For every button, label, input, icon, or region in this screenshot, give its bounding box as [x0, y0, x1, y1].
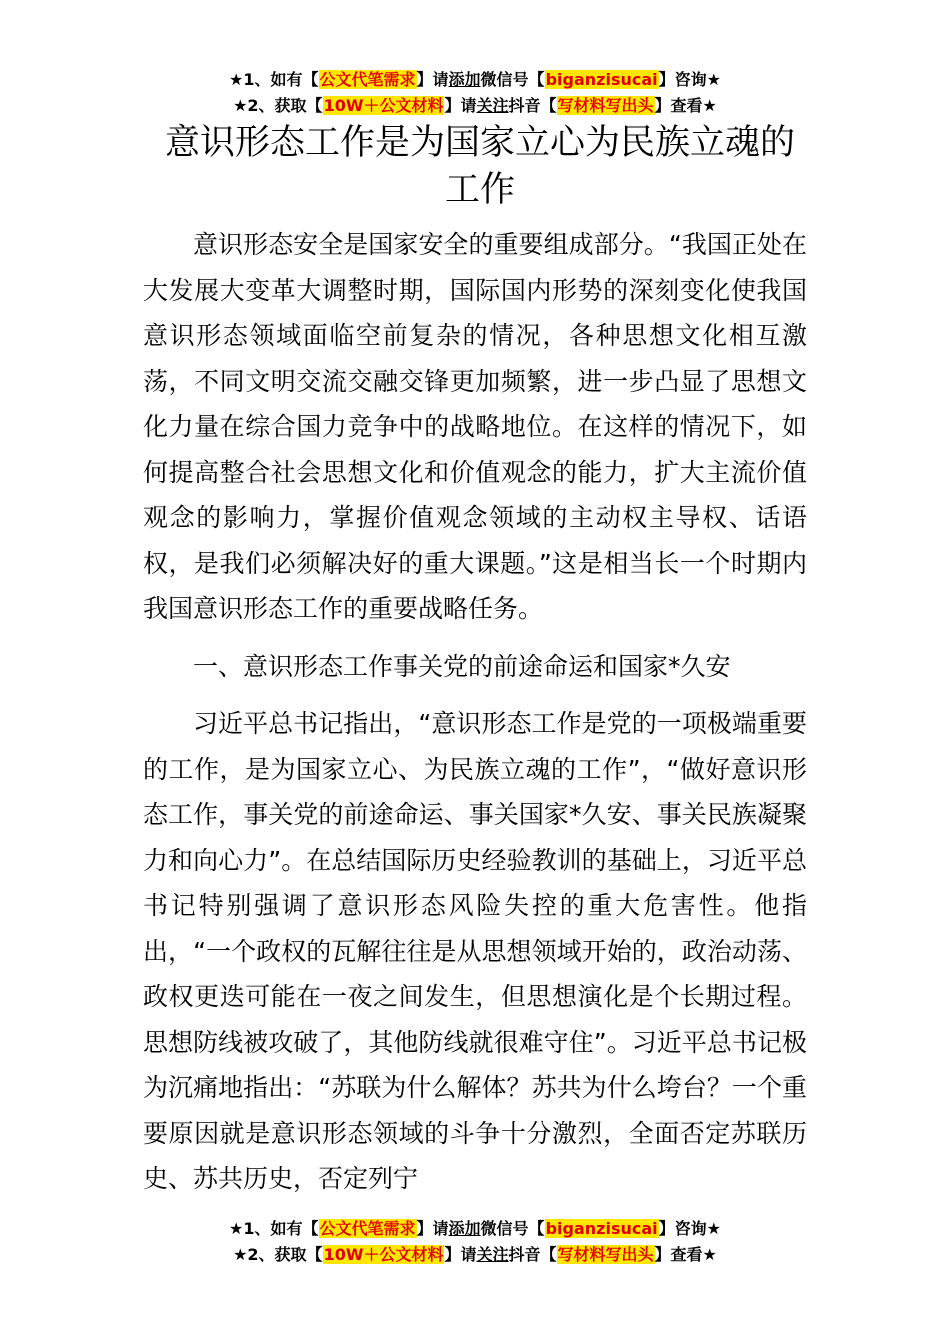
banner-line-1: [0, 67, 950, 93]
document-title: 意识形态工作是为国家立心为民族立魂的工作: [164, 123, 795, 210]
banner-text: ★1、如有【: [229, 1219, 319, 1238]
paragraph: 意识形态安全是国家安全的重要组成部分。“我国正处在大发展大变革大调整时期，国际国内形势的深刻变化使我国意识形态领域面临空前复杂的情况，各种思想文化相互激荡，不同文明交流交融交锋更加频繁，进一步凸显了思想文化力量在综合国力竞争中的战略地位。在这样的情况下，如何提高整合社会思想文化和价值观念的能力，扩大主流价值观念的影响力，掌握价值观念领域的主动权主导权、话语权，是我们必须解决好的重大课题。”这是相当长一个时期内我国意识形态工作的重要战略任务。: [143, 230, 807, 623]
banner-text: 】咨询★: [658, 70, 721, 89]
banner-text: 】查看★: [654, 1245, 717, 1264]
banner-text: ★2、获取【: [233, 1245, 323, 1264]
paragraph: 习近平总书记指出，“意识形态工作是党的一项极端重要的工作，是为国家立心、为民族立魂的工作”，“做好意识形态工作，事关党的前途命运、事关国家*久安、事关民族凝聚力和向心力”。在总结国际历史经验教训的基础上，习近平总书记特别强调了意识形态风险失控的重大危害性。他指出，“一个政权的瓦解往往是从思想领域开始的，政治动荡、政权更迭可能在一夜之间发生，但思想演化是个长期过程。思想防线被攻破了，其他防线就很难守住”。习近平总书记极为沉痛地指出：“苏联为什么解体？苏共为什么垮台？一个重要原因就是意识形态领域的斗争十分激烈，全面否定苏联历史、苏共历史，否定列宁: [143, 709, 807, 1193]
banner-text: 微信号【: [480, 1219, 545, 1238]
banner-highlight: 公文代笔需求: [319, 70, 416, 89]
banner-highlight: 写材料写出头: [557, 96, 654, 115]
banner-line-1: [0, 1216, 950, 1242]
banner-highlight: biganzisucai: [545, 70, 658, 89]
banner-line-2: [0, 93, 950, 119]
banner-highlight: 10W＋公文材料: [323, 1245, 444, 1264]
banner-text: 】请: [444, 96, 477, 115]
banner-highlight: 10W＋公文材料: [323, 96, 444, 115]
banner-text: 】查看★: [654, 96, 717, 115]
document-body: [143, 222, 807, 1214]
banner-highlight: biganzisucai: [545, 1219, 658, 1238]
banner-text: 微信号【: [480, 70, 545, 89]
banner-text: 抖音【: [508, 96, 557, 115]
banner-text: 】请: [444, 1245, 477, 1264]
section-heading: 一、意识形态工作事关党的前途命运和国家*久安: [193, 651, 731, 681]
banner-text: ★2、获取【: [233, 96, 323, 115]
banner-text: 】请: [416, 1219, 449, 1238]
banner-text: 】请: [416, 70, 449, 89]
banner-line-2: [0, 1242, 950, 1268]
banner-text: 抖音【: [508, 1245, 557, 1264]
banner-highlight: 公文代笔需求: [319, 1219, 416, 1238]
banner-underlined-text: 关注: [476, 96, 509, 115]
banner-highlight: 写材料写出头: [557, 1245, 654, 1264]
banner-text: 】咨询★: [658, 1219, 721, 1238]
banner-underlined-text: 添加: [448, 70, 481, 89]
banner-underlined-text: 关注: [476, 1245, 509, 1264]
banner-underlined-text: 添加: [448, 1219, 481, 1238]
header-banner: [0, 67, 950, 119]
banner-text: ★1、如有【: [229, 70, 319, 89]
footer-banner: [0, 1216, 950, 1268]
